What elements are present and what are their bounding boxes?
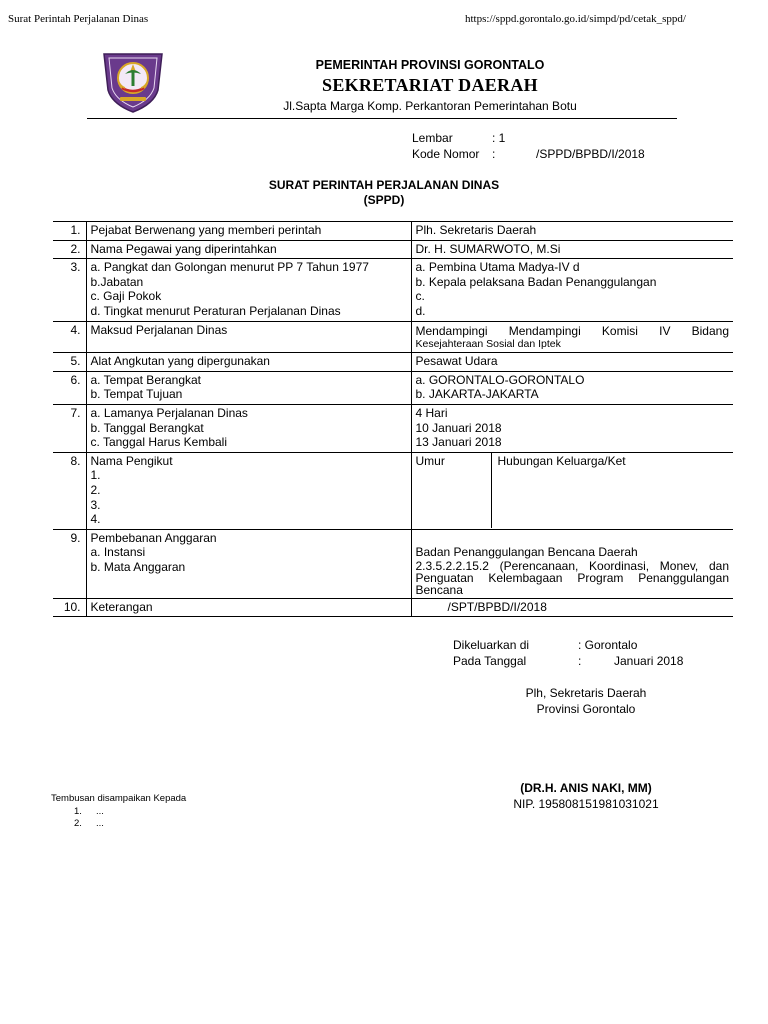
sheet-value: : 1 (492, 131, 506, 145)
return-date-value: 13 Januari 2018 (415, 435, 502, 450)
duration-value: 4 Hari (415, 405, 448, 420)
code-label: Kode Nomor (412, 147, 480, 161)
document-title: SURAT PERINTAH PERJALANAN DINAS (268, 178, 500, 192)
budget-account-line-1: 2.3.5.2.2.15.2 (Perencanaan, Koordinasi, Monev, dan (415, 558, 729, 573)
table-row (53, 404, 733, 452)
row-value (411, 529, 733, 598)
row-number: 3. (53, 259, 86, 321)
table-row (53, 452, 733, 529)
agency-label: a. Instansi (90, 545, 146, 560)
salary-label: c. Gaji Pokok (90, 289, 162, 304)
row-number: 4. (53, 321, 86, 353)
print-page-url: https://sppd.gorontalo.go.id/simpd/pd/cetak_sppd/ (465, 13, 686, 25)
signatory-province: Provinsi Gorontalo (536, 702, 636, 716)
office-name: SEKRETARIAT DAERAH (322, 75, 538, 95)
copy-item-text: ... (96, 818, 104, 829)
signatory-name: (DR.H. ANIS NAKI, MM) (520, 781, 652, 795)
follower-4: 4. (90, 512, 101, 527)
salary-value: c. (415, 289, 425, 304)
agency-value: Badan Penanggulangan Bencana Daerah (415, 545, 638, 560)
rank-value: a. Pembina Utama Madya-IV d (415, 260, 580, 275)
row-label: Keterangan (86, 598, 411, 617)
issued-date-colon: : (578, 654, 582, 668)
purpose-line-2: Kesejahteraan Sosial dan Iptek (415, 338, 561, 351)
departure-date-label: b. Tanggal Berangkat (90, 420, 204, 435)
row-number: 1. (53, 222, 86, 241)
row-label (86, 259, 411, 321)
table-row (53, 353, 733, 372)
table-row (53, 321, 733, 353)
row-number: 10. (53, 598, 86, 617)
followers-subtable (412, 453, 734, 528)
row-label: Maksud Perjalanan Dinas (86, 321, 411, 353)
purpose-line-1: Mendampingi Mendampingi Komisi IV Bidang (415, 323, 729, 338)
row-number: 8. (53, 452, 86, 529)
row-value (411, 321, 733, 353)
row-label: Pejabat Berwenang yang memberi perintah (86, 222, 411, 241)
letterhead-divider (87, 118, 677, 119)
code-colon: : (492, 147, 496, 161)
follower-1: 1. (90, 468, 101, 483)
relation-column-header: Hubungan Keluarga/Ket (497, 453, 626, 468)
row-value (411, 404, 733, 452)
row-value: Pesawat Udara (411, 353, 733, 372)
followers-label: Nama Pengikut (90, 453, 173, 468)
row-number: 2. (53, 240, 86, 259)
departure-place-label: a. Tempat Berangkat (90, 372, 202, 387)
row-number: 5. (53, 353, 86, 372)
travel-level-label: d. Tingkat menurut Peraturan Perjalanan Dinas (90, 303, 341, 318)
row-value (411, 452, 733, 529)
destination-label: b. Tempat Tujuan (90, 387, 183, 402)
copy-item-number: 2. (74, 818, 82, 829)
duration-label: a. Lamanya Perjalanan Dinas (90, 405, 248, 420)
row-label: Nama Pegawai yang diperintahkan (86, 240, 411, 259)
age-column-header: Umur (412, 453, 492, 528)
follower-3: 3. (90, 497, 101, 512)
travel-level-value: d. (415, 303, 426, 318)
row-label: Alat Angkutan yang dipergunakan (86, 353, 411, 372)
row-value (411, 259, 733, 321)
row-label (86, 529, 411, 598)
row-label (86, 371, 411, 404)
signatory-position: Plh, Sekretaris Daerah (525, 686, 647, 700)
issued-place-label: Dikeluarkan di (453, 638, 530, 652)
issued-date-label: Pada Tanggal (453, 654, 527, 668)
copy-item-number: 1. (74, 806, 82, 817)
table-row (53, 598, 733, 617)
issued-place-value: : Gorontalo (578, 638, 638, 652)
row-value: Dr. H. SUMARWOTO, M.Si (411, 240, 733, 259)
row-value (411, 371, 733, 404)
row-label (86, 404, 411, 452)
copy-item-text: ... (96, 806, 104, 817)
departure-place-value: a. GORONTALO-GORONTALO (415, 372, 585, 387)
table-row (53, 259, 733, 321)
budget-account-line-2: Penguatan Kelembagaan Program Penanggulangan (415, 571, 729, 586)
print-page-title: Surat Perintah Perjalanan Dinas (8, 13, 149, 25)
signatory-nip: NIP. 195808151981031021 (513, 797, 659, 811)
row-number: 9. (53, 529, 86, 598)
budget-charging-label: Pembebanan Anggaran (90, 530, 217, 545)
document-subtitle: (SPPD) (363, 193, 405, 207)
row-label (86, 452, 411, 529)
government-name: PEMERINTAH PROVINSI GORONTALO (315, 58, 545, 72)
position-label: b.Jabatan (90, 274, 144, 289)
row-number: 7. (53, 404, 86, 452)
follower-2: 2. (90, 482, 101, 497)
destination-value: b. JAKARTA-JAKARTA (415, 387, 539, 402)
budget-account-label: b. Mata Anggaran (90, 559, 186, 574)
rank-label: a. Pangkat dan Golongan menurut PP 7 Tahun 1977 (90, 260, 369, 275)
issued-date-value: Januari 2018 (614, 654, 684, 668)
row-value: /SPT/BPBD/I/2018 (411, 598, 733, 617)
row-value: Plh. Sekretaris Daerah (411, 222, 733, 241)
departure-date-value: 10 Januari 2018 (415, 420, 502, 435)
sheet-label: Lembar (412, 131, 453, 145)
return-date-label: c. Tanggal Harus Kembali (90, 435, 228, 450)
position-value: b. Kepala pelaksana Badan Penanggulangan (415, 274, 657, 289)
code-value: /SPPD/BPBD/I/2018 (536, 147, 645, 161)
table-row (53, 222, 733, 241)
table-row (53, 529, 733, 598)
table-row (53, 240, 733, 259)
copies-title: Tembusan disampaikan Kepada (51, 793, 187, 804)
office-address: Jl.Sapta Marga Komp. Perkantoran Pemerintahan Botu (283, 99, 577, 113)
budget-account-line-3: Bencana (415, 582, 463, 597)
sppd-table (53, 221, 733, 617)
table-row (53, 371, 733, 404)
row-number: 6. (53, 371, 86, 404)
